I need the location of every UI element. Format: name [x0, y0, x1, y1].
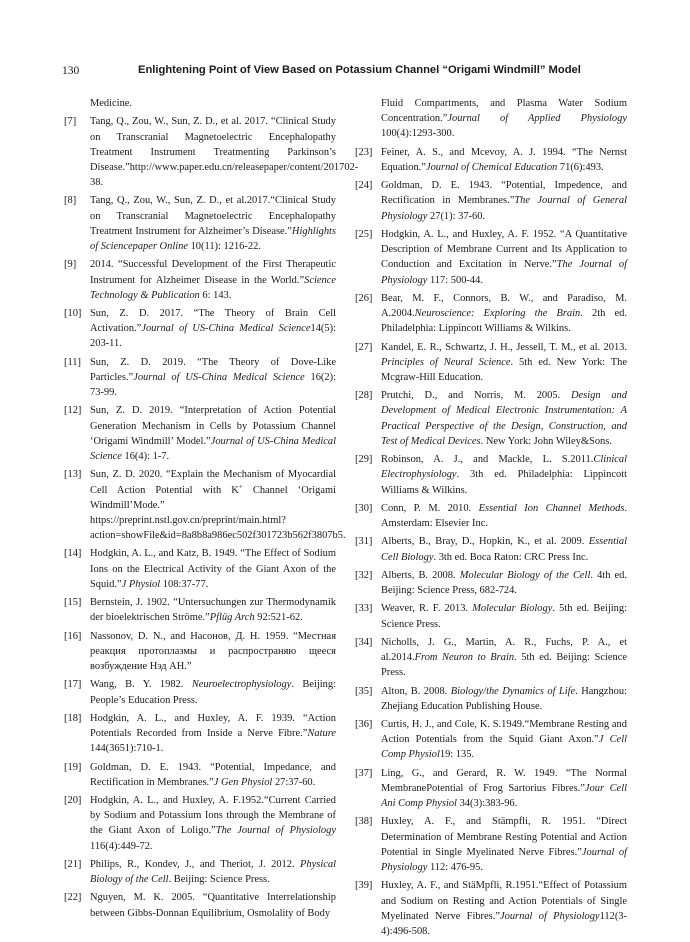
- reference-text-part: . 5th ed. New York: The Mcgraw-Hill Education.: [381, 356, 627, 383]
- reference-number: [8]: [64, 195, 77, 207]
- reference-source-italic: Journal of US-China Medical Science: [141, 323, 311, 335]
- reference-text-part: Sun, Z. D. 2019. “Interpretation of Action Potential Generation Mechanism in Cells by Potassium Channel ‘Origami Windmill’ Model.”: [90, 405, 336, 447]
- reference-text-part: Huxley, A. F., and StäMpfli, R.1951.“Effect of Potassium and Sodium on Resting and Action Potentials of Single Myelinated Nerve Fibres.”: [381, 880, 627, 922]
- reference-text-part: 16(2): 73-99.: [90, 371, 336, 399]
- reference-number: [11]: [64, 356, 82, 368]
- running-title: Enlightening Point of View Based on Potassium Channel “Origami Windmill” Model: [138, 64, 581, 76]
- reference-text: [381, 340, 627, 386]
- reference-text-part: 10(11): 1216-22.: [187, 241, 261, 253]
- reference-text-part: +: [238, 482, 243, 491]
- reference-text-part: Robinson, A. J., and Mackle, L. S.2011.: [381, 454, 594, 466]
- reference-text: [90, 257, 336, 303]
- reference-source-italic: From Neuron to Brain: [414, 652, 515, 664]
- reference-text: [381, 501, 627, 531]
- reference-source-italic: Journal of US-China Medical Science: [133, 371, 305, 383]
- reference-text-part: Goldman, D. E. 1943. “Potential, Impedance, and Rectification in Membranes.”: [90, 761, 336, 788]
- reference-entry: [355, 291, 627, 337]
- reference-number: [24]: [355, 180, 373, 192]
- reference-entry: [355, 388, 627, 449]
- reference-source-italic: Highlights of Sciencepaper Online: [90, 225, 336, 253]
- page-header: [0, 63, 690, 83]
- reference-text-part: 117: 500-44.: [427, 274, 483, 286]
- reference-source-italic: Essential Cell Biology: [381, 536, 627, 563]
- reference-number: [29]: [355, 454, 373, 466]
- page-number: 130: [62, 65, 80, 77]
- reference-text-part: Hodgkin, A. L., and Huxley, A. F.1952.“Current Carried by Sodium and Potassium Ions through the Membrane of the Giant Axon of Loligo.”: [90, 795, 336, 837]
- reference-text: [381, 291, 627, 337]
- reference-source-italic: Journal of US-China Medical Science: [90, 435, 336, 463]
- reference-number: [13]: [64, 469, 82, 481]
- reference-text: [90, 306, 336, 352]
- reference-text-part: Sun, Z. D. 2017. “The Theory of Brain Cell Activation.”: [90, 308, 336, 335]
- reference-source-italic: Journal of Physiology: [499, 910, 600, 922]
- reference-number: [33]: [355, 603, 373, 615]
- reference-text: [381, 766, 627, 812]
- reference-text: [381, 145, 627, 175]
- reference-entry: [64, 890, 336, 920]
- reference-text: [381, 227, 627, 288]
- reference-text: [90, 114, 359, 190]
- reference-number: [22]: [64, 892, 82, 904]
- reference-number: [31]: [355, 536, 373, 548]
- reference-number: [10]: [64, 308, 82, 320]
- reference-entry: [355, 684, 627, 714]
- reference-text-part: 116(4):449-72.: [90, 840, 153, 852]
- references-left-column: [64, 96, 359, 924]
- reference-text-part: 2014. “Successful Development of the First Therapeutic Instrument for Alzheimer Disease in the World.”: [90, 259, 336, 286]
- reference-entry: [355, 227, 627, 288]
- reference-continuation: [64, 96, 336, 111]
- reference-source-italic: Clinical Electrophysiology: [381, 454, 627, 481]
- reference-text-part: Hodgkin, A. L., and Huxley, A. F. 1939. “Action Potentials Recorded from Inside a Nerve Fibre.”: [90, 712, 336, 740]
- reference-entry: [355, 878, 627, 939]
- reference-entry: [355, 568, 627, 598]
- reference-number: [19]: [64, 761, 82, 773]
- reference-text-part: Alberts, B. 2008.: [381, 569, 460, 581]
- reference-text: [381, 534, 627, 564]
- reference-text-part: 27(1): 37-60.: [427, 210, 486, 222]
- reference-text-part: Sun, Z. D. 2020. “Explain the Mechanism of Myocardial Cell Action Potential with K: [90, 469, 336, 496]
- reference-entry: [64, 677, 336, 707]
- reference-text-part: . Beijing: Science Press.: [168, 874, 270, 886]
- reference-text-part: 19: 135.: [439, 749, 475, 761]
- reference-text-part: 71(6):493.: [557, 161, 604, 173]
- reference-entry: [355, 501, 627, 531]
- reference-number: [12]: [64, 405, 82, 417]
- reference-source-italic: Journal of Physiology: [381, 846, 627, 874]
- reference-text: [90, 355, 336, 401]
- reference-text-part: Nguyen, M. K. 2005. “Quantitative Interrelationship between Gibbs-Donnan Equilibrium, Osmolality of Body: [90, 892, 336, 919]
- reference-source-italic: Pflüg Arch: [209, 612, 255, 624]
- reference-text-part: Wang, B. Y. 1982.: [90, 679, 192, 691]
- reference-text-part: Hodgkin, A. L., and Huxley, A. F. 1952. “A Quantitative Description of Membrane Current and Its Application to Conduction and Excitation in Nerve.”: [381, 228, 627, 271]
- reference-number: [7]: [64, 116, 77, 128]
- reference-text-part: . Hangzhou: Zhejiang Education Publishing House.: [381, 685, 627, 712]
- reference-source-italic: Physical Biology of the Cell: [90, 858, 336, 886]
- reference-text: [90, 467, 346, 543]
- reference-text: [90, 595, 336, 625]
- reference-entry: [355, 635, 627, 681]
- reference-text: [90, 677, 336, 707]
- reference-text-part: 108:37-77.: [160, 578, 209, 590]
- reference-text-part: Prutchi, D., and Norris, M. 2005.: [381, 390, 571, 402]
- reference-text-part: 16(4): 1-7.: [121, 451, 170, 463]
- reference-number: [26]: [355, 292, 373, 304]
- reference-number: [35]: [355, 685, 373, 697]
- reference-entry: [64, 711, 336, 757]
- reference-entry: [355, 766, 627, 812]
- reference-text-part: Nassonov, D. N., and Насонов, Д. Н. 1959. “Местная реакция протоплазмы и распространяю щееся возбуждение Нэд АН.”: [90, 630, 336, 673]
- reference-text: [381, 96, 627, 142]
- reference-entry: [64, 760, 336, 790]
- reference-text-part: . 3th ed. Boca Raton: CRC Press Inc.: [433, 551, 589, 563]
- reference-text: [381, 878, 627, 939]
- reference-text: [90, 890, 336, 920]
- reference-entry: [64, 467, 346, 543]
- reference-text-part: Goldman, D. E. 1943. “Potential, Impedence, and Rectification in Membranes.”: [381, 180, 627, 207]
- reference-number: [15]: [64, 597, 82, 609]
- reference-entry: [64, 629, 336, 675]
- reference-text: [381, 635, 627, 681]
- reference-number: [17]: [64, 679, 82, 691]
- references-right-column: [355, 96, 627, 942]
- reference-text-part: 144(3651):710-1.: [90, 743, 164, 755]
- reference-number: [37]: [355, 767, 373, 779]
- reference-text-part: Bernstein, J. 1902. “Untersuchungen zur Thermodynamik der bioelektrischen Ströme.”: [90, 597, 336, 624]
- reference-text: [381, 568, 627, 598]
- reference-source-italic: Journal of Chemical Education: [425, 161, 558, 173]
- reference-source-italic: Design and Development of Medical Electronic Instrumentation: A Practical Perspective of the Design, Construction, and Test of Medical Devices: [381, 390, 627, 447]
- reference-text-part: Huxley, A. F., and Stämpfli, R. 1951. “Direct Determination of Membrane Resting Potential and Action Potential in Single Myelinated Nerve Fibres.”: [381, 816, 627, 858]
- reference-text-part: 100(4):1293-300.: [381, 128, 455, 140]
- reference-number: [39]: [355, 880, 373, 892]
- reference-text-part: Ling, G., and Gerard, R. W. 1949. “The Normal MembranePotential of Frog Sartorius Fibres.”: [381, 767, 627, 794]
- reference-text: [90, 793, 336, 854]
- reference-source-italic: The Journal of General Physiology: [381, 195, 627, 222]
- reference-number: [21]: [64, 858, 82, 870]
- reference-entry: [355, 534, 627, 564]
- reference-source-italic: Science Technology & Publication: [90, 274, 336, 301]
- reference-text: [381, 178, 627, 224]
- reference-entry: [64, 355, 336, 401]
- reference-text-part: Tang, Q., Zou, W., Sun, Z. D., et al.2017.“Clinical Study on Transcranial Magnetoelectric Encephalopathy Treatment Instrument for Alzheimer’s Disease.”: [90, 195, 336, 237]
- reference-text-part: Medicine.: [90, 98, 133, 109]
- reference-entry: [64, 403, 336, 464]
- reference-text-part: Hodgkin, A. L., and Katz, B. 1949. “The Effect of Sodium Ions on the Electrical Activity of the Giant Axon of the Squid.”: [90, 548, 336, 590]
- reference-source-italic: Principles of Neural Science: [381, 356, 511, 368]
- reference-entry: [355, 601, 627, 631]
- reference-text-part: Feiner, A. S., and Mcevoy, A. J. 1994. “The Nernst Equation.”: [381, 146, 627, 173]
- reference-source-italic: Neuroelectrophysiology: [191, 679, 292, 691]
- reference-text-part: 27:37-60.: [272, 776, 316, 788]
- reference-text: [381, 452, 627, 498]
- reference-source-italic: Biology/the Dynamics of Life: [450, 685, 576, 697]
- reference-number: [16]: [64, 630, 82, 642]
- reference-text-part: Nicholls, J. G., Martin, A. R., Fuchs, P. A., et al.2014.: [381, 636, 627, 664]
- reference-text: [381, 684, 627, 714]
- reference-text-part: . Amsterdam: Elsevier Inc.: [381, 502, 627, 530]
- reference-text: [90, 193, 336, 254]
- reference-text-part: 92:521-62.: [254, 612, 303, 624]
- reference-text: [90, 857, 336, 887]
- reference-text-part: . 5th ed. Beijing: Science Press.: [381, 603, 627, 630]
- reference-source-italic: Essential Ion Channel Methods: [478, 502, 625, 514]
- reference-text: [381, 717, 627, 763]
- reference-source-italic: Neuroscience: Exploring the Brain: [414, 308, 581, 320]
- reference-text: [90, 760, 336, 790]
- reference-text: [90, 711, 336, 757]
- reference-text-part: 14(5): 203-11.: [90, 323, 336, 350]
- reference-number: [38]: [355, 816, 373, 828]
- reference-number: [20]: [64, 795, 82, 807]
- reference-text-part: . 3th ed. Philadelphia: Lippincott Williams & Wilkins.: [381, 469, 627, 496]
- reference-text: [90, 629, 336, 675]
- reference-text-part: . New York: John Wiley&Sons.: [480, 435, 612, 447]
- reference-entry: [64, 114, 359, 190]
- reference-number: [9]: [64, 259, 77, 271]
- reference-text-part: Conn, P. M. 2010.: [381, 502, 479, 514]
- reference-entry: [64, 595, 336, 625]
- reference-entry: [355, 178, 627, 224]
- reference-source-italic: Nature: [307, 728, 336, 740]
- reference-number: [36]: [355, 719, 373, 731]
- reference-entry: [355, 340, 627, 386]
- reference-number: [32]: [355, 569, 373, 581]
- reference-number: [14]: [64, 548, 82, 560]
- reference-source-italic: J Gen Physiol: [213, 776, 273, 788]
- reference-continuation: [355, 96, 627, 142]
- reference-entry: [64, 546, 336, 592]
- reference-source-italic: Jour Cell Ani Comp Physiol: [381, 782, 627, 810]
- reference-source-italic: J Physiol: [121, 578, 161, 590]
- reference-number: [28]: [355, 390, 373, 402]
- reference-text: [90, 546, 336, 592]
- reference-text-part: . 5th ed. Beijing: Science Press.: [381, 652, 628, 679]
- reference-entry: [64, 793, 336, 854]
- reference-number: [25]: [355, 228, 373, 240]
- reference-source-italic: Molecular Biology: [472, 603, 553, 615]
- reference-source-italic: J Cell Comp Physiol: [381, 734, 627, 761]
- reference-number: [23]: [355, 146, 373, 158]
- reference-number: [30]: [355, 502, 373, 514]
- reference-text-part: Fluid Compartments, and Plasma Water Sodium Concentration.”: [381, 98, 627, 125]
- reference-text-part: Bear, M. F., Connors, B. W., and Paradiso, M. A.2004.: [381, 292, 627, 320]
- reference-text-part: 112(3-4):496-508.: [381, 910, 628, 937]
- reference-source-italic: Journal of Applied Physiology: [447, 113, 627, 125]
- reference-text-part: Sun, Z. D. 2019. “The Theory of Dove-Like Particles.”: [90, 356, 336, 383]
- reference-text-part: 112: 476-95.: [427, 862, 483, 874]
- reference-text-part: . Beijing: People’s Education Press.: [90, 679, 336, 706]
- reference-source-italic: The Journal of Physiology: [215, 825, 336, 837]
- reference-text-part: . 2th ed. Philadelphia: Lippincott Williams & Wilkins.: [381, 308, 627, 335]
- reference-source-italic: The Journal of Physiology: [381, 259, 627, 286]
- reference-text-part: Philips, R., Kondev, J., and Theriot, J. 2012.: [90, 858, 301, 870]
- reference-entry: [64, 257, 336, 303]
- reference-text-part: . 4th ed. Beijing: Science Press, 682-724.: [381, 569, 627, 597]
- reference-entry: [64, 306, 336, 352]
- reference-text-part: 6: 143.: [199, 289, 232, 301]
- reference-number: [34]: [355, 636, 373, 648]
- reference-text-part: Alberts, B., Bray, D., Hopkin, K., et al. 2009.: [381, 536, 589, 548]
- reference-number: [18]: [64, 712, 82, 724]
- reference-text: [90, 96, 336, 111]
- reference-entry: [355, 717, 627, 763]
- reference-entry: [355, 814, 627, 875]
- reference-text-part: 34(3):383-96.: [456, 798, 518, 810]
- reference-text: [381, 388, 627, 449]
- reference-text-part: Tang, Q., Zou, W., Sun, Z. D., et al. 2017. “Clinical Study on Transcranial Magnetoelectric Encephalopathy Treatment Instrument Treatmenting Parkinson’s Disease.”http://www.paper.edu.cn/releasepaper/content/201702-38.: [90, 116, 359, 189]
- reference-text: [90, 403, 336, 464]
- reference-text-part: Curtis, H. J., and Cole, K. S.1949.“Membrane Resting and Action Potentials from the Squid Giant Axon.”: [381, 719, 627, 746]
- reference-entry: [64, 857, 336, 887]
- reference-entry: [64, 193, 336, 254]
- reference-source-italic: Molecular Biology of the Cell: [459, 569, 591, 581]
- reference-text: [381, 601, 627, 631]
- reference-entry: [355, 145, 627, 175]
- reference-text: [381, 814, 627, 875]
- reference-text-part: Kandel, E. R., Schwartz, J. H., Jessell, T. M., et al. 2013.: [381, 341, 627, 353]
- reference-text-part: Weaver, R. F. 2013.: [381, 603, 473, 615]
- reference-text-part: Alton, B. 2008.: [381, 685, 451, 697]
- reference-entry: [355, 452, 627, 498]
- reference-number: [27]: [355, 341, 373, 353]
- reference-text-part: Channel ‘Origami Windmill’Mode.” https://preprint.nstl.gov.cn/preprint/main.html?action=showFile&id=8a8b8a986ec502f301723b562f3807b5.: [90, 484, 346, 542]
